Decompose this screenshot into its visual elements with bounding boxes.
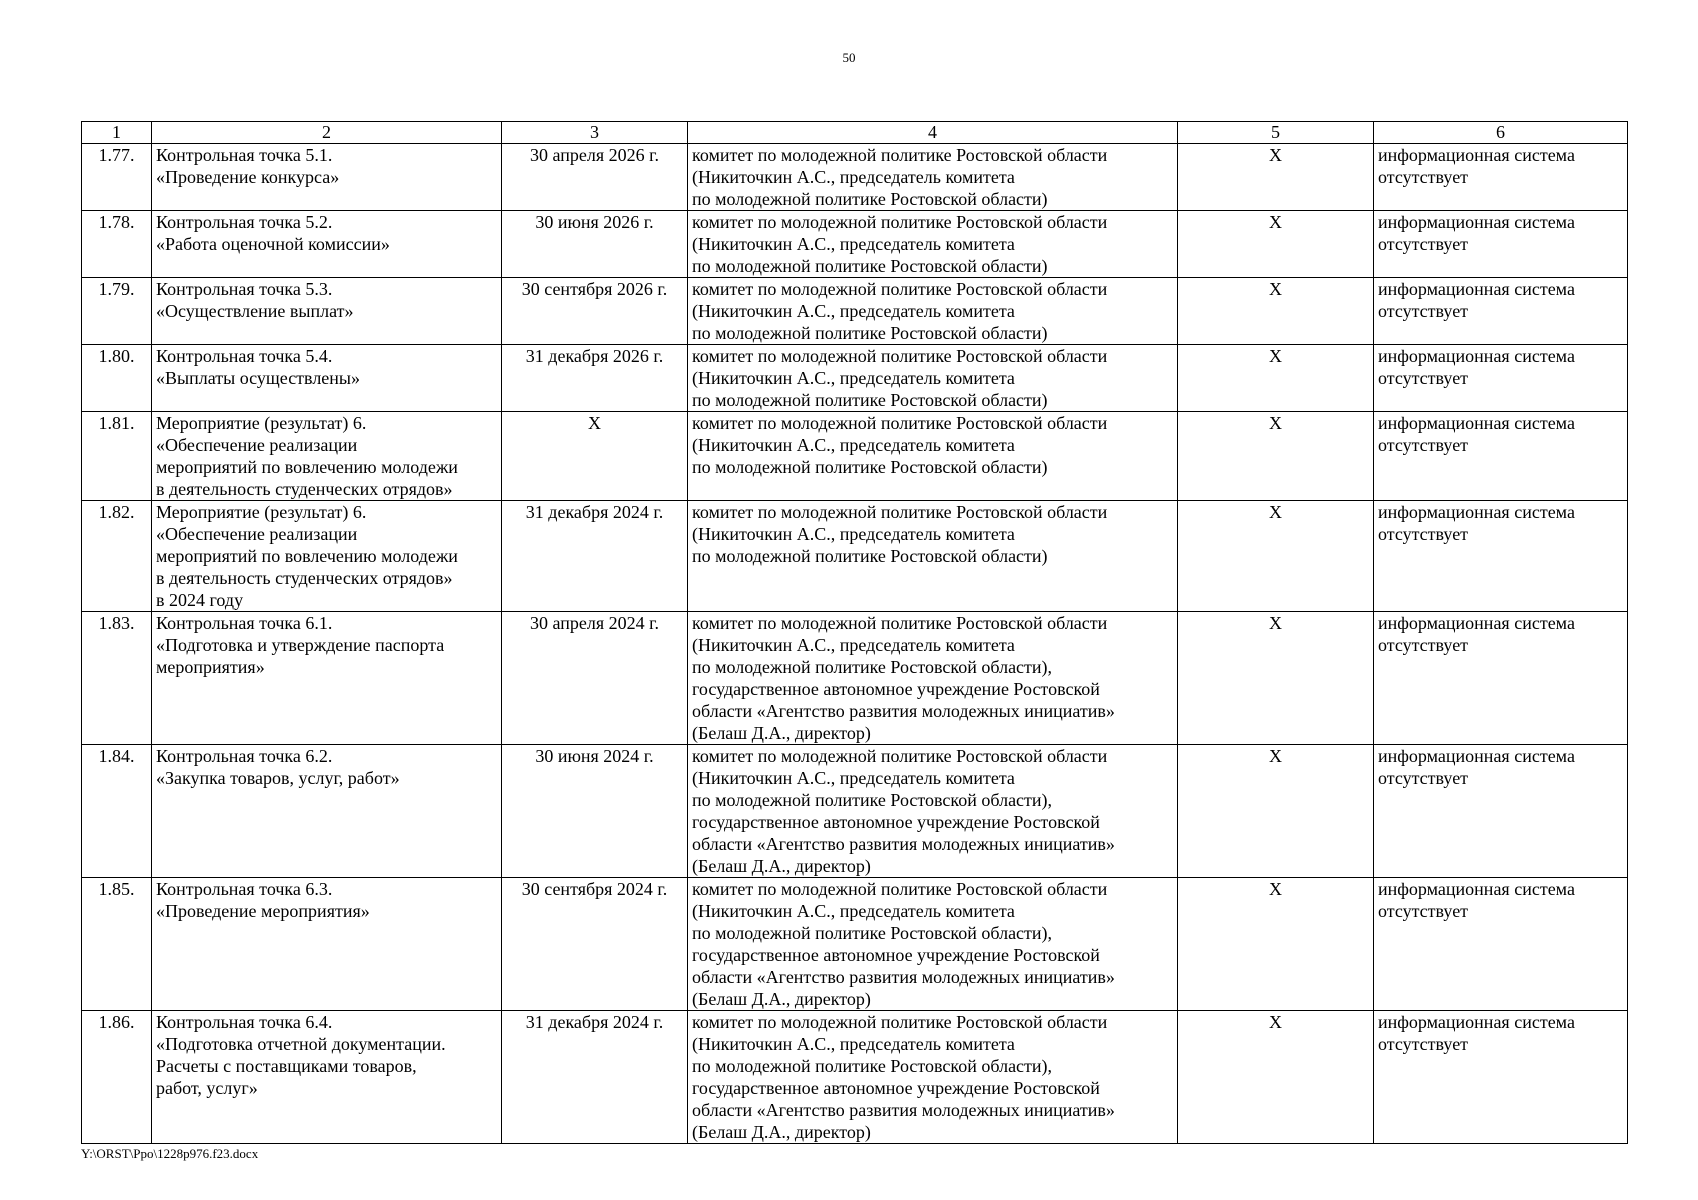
cell-line: «Выплаты осуществлены» [156,368,361,388]
cell-line: (Белаш Д.А., директор) [692,989,871,1009]
cell-line: (Белаш Д.А., директор) [692,723,871,743]
row-number-cell: 1.82. [82,501,152,612]
cell-line: отсутствует [1378,167,1469,187]
cell-line: Контрольная точка 5.3. [156,279,333,299]
cell-line: комитет по молодежной политике Ростовской области [692,879,1108,899]
cell-line: информационная система [1378,413,1575,433]
cell-line: «Обеспечение реализации [156,524,358,544]
table-header-row [82,122,1628,144]
deadline-cell: 30 сентября 2026 г. [502,278,688,345]
info-system-cell [1374,211,1628,278]
header-cell: 4 [688,122,1178,144]
deadline-cell: 30 апреля 2024 г. [502,612,688,745]
cell-line: Контрольная точка 5.1. [156,145,333,165]
info-system-cell [1374,745,1628,878]
cell-line: государственное автономное учреждение Ростовской [692,1078,1100,1098]
row-number-cell: 1.86. [82,1011,152,1144]
cell-line: (Никиточкин А.С., председатель комитета [692,524,1015,544]
item-name-cell [152,501,502,612]
cell-line: (Никиточкин А.С., председатель комитета [692,768,1015,788]
cell-line: комитет по молодежной политике Ростовской области [692,145,1108,165]
deadline-cell: Х [502,412,688,501]
column-5-cell: Х [1178,278,1374,345]
item-name-cell [152,1011,502,1144]
cell-line: Контрольная точка 5.4. [156,346,333,366]
table-row [82,278,1628,345]
cell-line: мероприятий по вовлечению молодежи [156,457,458,477]
row-number-cell: 1.80. [82,345,152,412]
deadline-cell: 31 декабря 2024 г. [502,1011,688,1144]
column-5-cell: Х [1178,211,1374,278]
cell-line: (Никиточкин А.С., председатель комитета [692,167,1015,187]
cell-line: комитет по молодежной политике Ростовской области [692,413,1108,433]
cell-line: отсутствует [1378,368,1469,388]
item-name-cell [152,745,502,878]
responsible-cell [688,211,1178,278]
cell-line: (Никиточкин А.С., председатель комитета [692,1034,1015,1054]
info-system-cell [1374,345,1628,412]
cell-line: Контрольная точка 6.3. [156,879,333,899]
responsible-cell [688,612,1178,745]
item-name-cell [152,878,502,1011]
cell-line: Контрольная точка 6.2. [156,746,333,766]
cell-line: «Закупка товаров, услуг, работ» [156,768,400,788]
cell-line: (Никиточкин А.С., председатель комитета [692,368,1015,388]
row-number-cell: 1.81. [82,412,152,501]
deadline-cell: 31 декабря 2024 г. [502,501,688,612]
responsible-cell [688,412,1178,501]
cell-line: по молодежной политике Ростовской области) [692,390,1048,410]
cell-line: Мероприятие (результат) 6. [156,502,367,522]
cell-line: информационная система [1378,279,1575,299]
cell-line: комитет по молодежной политике Ростовской области [692,346,1108,366]
column-5-cell: Х [1178,745,1374,878]
cell-line: комитет по молодежной политике Ростовской области [692,502,1108,522]
row-number-cell: 1.83. [82,612,152,745]
column-5-cell: Х [1178,1011,1374,1144]
cell-line: в 2024 году [156,590,244,610]
table-row [82,878,1628,1011]
cell-line: отсутствует [1378,435,1469,455]
row-number-cell: 1.79. [82,278,152,345]
responsible-cell [688,745,1178,878]
table-row [82,345,1628,412]
responsible-cell [688,501,1178,612]
info-system-cell [1374,501,1628,612]
responsible-cell [688,144,1178,211]
table-row [82,412,1628,501]
responsible-cell [688,278,1178,345]
row-number-cell: 1.77. [82,144,152,211]
cell-line: информационная система [1378,746,1575,766]
item-name-cell [152,345,502,412]
cell-line: государственное автономное учреждение Ростовской [692,945,1100,965]
table-row [82,501,1628,612]
column-5-cell: Х [1178,501,1374,612]
column-5-cell: Х [1178,878,1374,1011]
cell-line: (Никиточкин А.С., председатель комитета [692,901,1015,921]
cell-line: области «Агентство развития молодежных инициатив» [692,701,1115,721]
cell-line: (Никиточкин А.С., председатель комитета [692,301,1015,321]
cell-line: «Проведение мероприятия» [156,901,370,921]
column-5-cell: Х [1178,144,1374,211]
cell-line: по молодежной политике Ростовской области), [692,790,1053,810]
cell-line: информационная система [1378,879,1575,899]
row-number-cell: 1.85. [82,878,152,1011]
column-5-cell: Х [1178,612,1374,745]
cell-line: Контрольная точка 5.2. [156,212,333,232]
cell-line: в деятельность студенческих отрядов» [156,568,453,588]
cell-line: «Проведение конкурса» [156,167,340,187]
cell-line: государственное автономное учреждение Ростовской [692,679,1100,699]
cell-line: отсутствует [1378,901,1469,921]
deadline-cell: 30 сентября 2024 г. [502,878,688,1011]
cell-line: «Работа оценочной комиссии» [156,234,390,254]
schedule-table [81,121,1628,1144]
item-name-cell [152,278,502,345]
cell-line: (Белаш Д.А., директор) [692,1122,871,1142]
cell-line: по молодежной политике Ростовской области) [692,457,1048,477]
cell-line: комитет по молодежной политике Ростовской области [692,279,1108,299]
responsible-cell [688,878,1178,1011]
cell-line: отсутствует [1378,635,1469,655]
cell-line: мероприятий по вовлечению молодежи [156,546,458,566]
cell-line: Мероприятие (результат) 6. [156,413,367,433]
cell-line: отсутствует [1378,301,1469,321]
cell-line: по молодежной политике Ростовской области) [692,256,1048,276]
column-5-cell: Х [1178,345,1374,412]
cell-line: отсутствует [1378,234,1469,254]
table-row [82,211,1628,278]
cell-line: отсутствует [1378,1034,1469,1054]
table-row [82,612,1628,745]
cell-line: (Никиточкин А.С., председатель комитета [692,234,1015,254]
info-system-cell [1374,878,1628,1011]
deadline-cell: 30 июня 2024 г. [502,745,688,878]
header-cell: 3 [502,122,688,144]
cell-line: «Обеспечение реализации [156,435,358,455]
header-cell: 6 [1374,122,1628,144]
cell-line: комитет по молодежной политике Ростовской области [692,746,1108,766]
responsible-cell [688,1011,1178,1144]
cell-line: отсутствует [1378,768,1469,788]
cell-line: области «Агентство развития молодежных инициатив» [692,834,1115,854]
cell-line: информационная система [1378,145,1575,165]
cell-line: «Подготовка отчетной документации. [156,1034,446,1054]
cell-line: области «Агентство развития молодежных инициатив» [692,967,1115,987]
cell-line: по молодежной политике Ростовской области), [692,657,1053,677]
cell-line: работ, услуг» [156,1078,258,1098]
cell-line: мероприятия» [156,657,265,677]
deadline-cell: 31 декабря 2026 г. [502,345,688,412]
cell-line: по молодежной политике Ростовской области) [692,546,1048,566]
header-cell: 2 [152,122,502,144]
table-row [82,144,1628,211]
cell-line: государственное автономное учреждение Ростовской [692,812,1100,832]
cell-line: (Белаш Д.А., директор) [692,856,871,876]
cell-line: комитет по молодежной политике Ростовской области [692,212,1108,232]
row-number-cell: 1.78. [82,211,152,278]
cell-line: информационная система [1378,212,1575,232]
table-row [82,745,1628,878]
info-system-cell [1374,412,1628,501]
info-system-cell [1374,278,1628,345]
cell-line: Контрольная точка 6.4. [156,1012,333,1032]
cell-line: комитет по молодежной политике Ростовской области [692,613,1108,633]
column-5-cell: Х [1178,412,1374,501]
cell-line: по молодежной политике Ростовской области), [692,1056,1053,1076]
info-system-cell [1374,144,1628,211]
item-name-cell [152,211,502,278]
cell-line: Расчеты с поставщиками товаров, [156,1056,417,1076]
cell-line: информационная система [1378,1012,1575,1032]
table-row [82,1011,1628,1144]
cell-line: по молодежной политике Ростовской области), [692,923,1053,943]
cell-line: информационная система [1378,613,1575,633]
row-number-cell: 1.84. [82,745,152,878]
cell-line: области «Агентство развития молодежных инициатив» [692,1100,1115,1120]
info-system-cell [1374,1011,1628,1144]
cell-line: информационная система [1378,346,1575,366]
info-system-cell [1374,612,1628,745]
cell-line: отсутствует [1378,524,1469,544]
cell-line: информационная система [1378,502,1575,522]
header-cell: 5 [1178,122,1374,144]
cell-line: по молодежной политике Ростовской области) [692,189,1048,209]
deadline-cell: 30 апреля 2026 г. [502,144,688,211]
item-name-cell [152,144,502,211]
responsible-cell [688,345,1178,412]
footer-file-path: Y:\ORST\Ppo\1228p976.f23.docx [81,1146,259,1161]
cell-line: по молодежной политике Ростовской области) [692,323,1048,343]
header-cell: 1 [82,122,152,144]
cell-line: (Никиточкин А.С., председатель комитета [692,635,1015,655]
page-number: 50 [842,50,856,65]
cell-line: «Осуществление выплат» [156,301,354,321]
cell-line: комитет по молодежной политике Ростовской области [692,1012,1108,1032]
cell-line: (Никиточкин А.С., председатель комитета [692,435,1015,455]
item-name-cell [152,612,502,745]
cell-line: «Подготовка и утверждение паспорта [156,635,445,655]
cell-line: в деятельность студенческих отрядов» [156,479,453,499]
cell-line: Контрольная точка 6.1. [156,613,333,633]
deadline-cell: 30 июня 2026 г. [502,211,688,278]
item-name-cell [152,412,502,501]
